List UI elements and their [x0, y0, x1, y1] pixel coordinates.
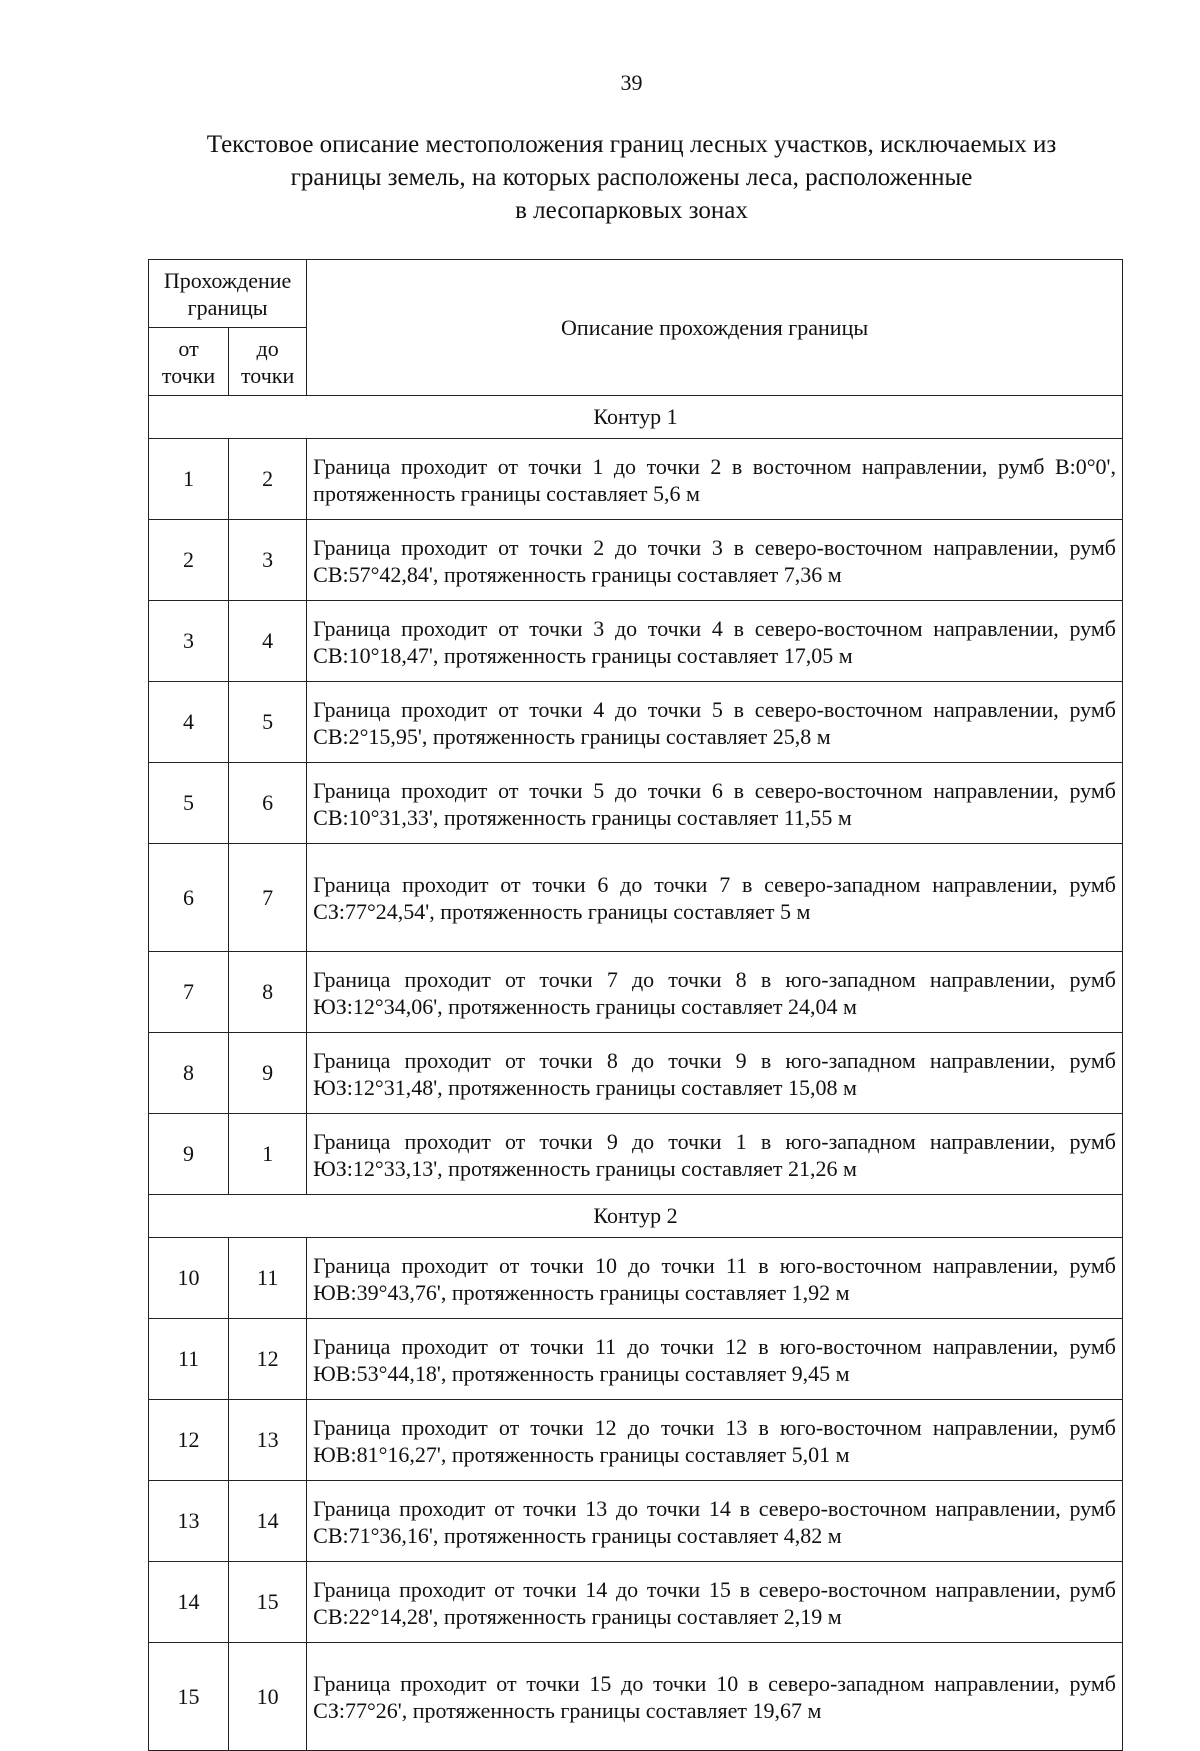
table-row — [149, 1238, 1123, 1319]
from-point-cell: 9 — [149, 1114, 229, 1195]
table-row — [149, 844, 1123, 952]
contour-row — [149, 396, 1123, 439]
table-row — [149, 1319, 1123, 1400]
description-cell: Граница проходит от точки 9 до точки 1 в юго-западном направлении, румб ЮЗ:12°33,13', протяженность границы составляет 21,26 м — [307, 1114, 1123, 1195]
title-line: Текстовое описание местоположения границ лесных участков, исключаемых из — [206, 131, 1057, 158]
description-cell: Граница проходит от точки 7 до точки 8 в юго-западном направлении, румб ЮЗ:12°34,06', протяженность границы составляет 24,04 м — [307, 952, 1123, 1033]
table-row — [149, 1400, 1123, 1481]
description-cell: Граница проходит от точки 14 до точки 15 в северо-восточном направлении, румб СВ:22°14,28', протяженность границы составляет 2,19 м — [307, 1562, 1123, 1643]
to-point-cell: 8 — [229, 952, 307, 1033]
from-point-cell: 5 — [149, 763, 229, 844]
from-point-cell: 6 — [149, 844, 229, 952]
from-point-cell: 12 — [149, 1400, 229, 1481]
description-cell: Граница проходит от точки 13 до точки 14 в северо-восточном направлении, румб СВ:71°36,16', протяженность границы составляет 4,82 м — [307, 1481, 1123, 1562]
from-point-cell: 10 — [149, 1238, 229, 1319]
description-cell: Граница проходит от точки 6 до точки 7 в северо-западном направлении, румб СЗ:77°24,54', протяженность границы составляет 5 м — [307, 844, 1123, 952]
to-point-cell: 1 — [229, 1114, 307, 1195]
from-point-cell: 2 — [149, 520, 229, 601]
page-number: 39 — [620, 70, 643, 95]
description-cell: Граница проходит от точки 2 до точки 3 в северо-восточном направлении, румб СВ:57°42,84', протяженность границы составляет 7,36 м — [307, 520, 1123, 601]
boundary-table — [148, 259, 1123, 1751]
from-point-cell: 4 — [149, 682, 229, 763]
from-point-cell: 3 — [149, 601, 229, 682]
from-point-cell: 13 — [149, 1481, 229, 1562]
table-row — [149, 1562, 1123, 1643]
description-cell: Граница проходит от точки 3 до точки 4 в северо-восточном направлении, румб СВ:10°18,47', протяженность границы составляет 17,05 м — [307, 601, 1123, 682]
table-row — [149, 952, 1123, 1033]
contour-label: Контур 1 — [149, 396, 1123, 439]
from-point-cell: 7 — [149, 952, 229, 1033]
table-row — [149, 1481, 1123, 1562]
to-point-cell: 14 — [229, 1481, 307, 1562]
to-point-cell: 13 — [229, 1400, 307, 1481]
table-row — [149, 520, 1123, 601]
table-row — [149, 763, 1123, 844]
contour-label: Контур 2 — [149, 1195, 1123, 1238]
title-line: границы земель, на которых расположены леса, расположенные — [290, 164, 973, 191]
to-point-cell: 2 — [229, 439, 307, 520]
table-row — [149, 1643, 1123, 1751]
table-row — [149, 601, 1123, 682]
to-point-cell: 5 — [229, 682, 307, 763]
table-row — [149, 439, 1123, 520]
description-cell: Граница проходит от точки 5 до точки 6 в северо-восточном направлении, румб СВ:10°31,33', протяженность границы составляет 11,55 м — [307, 763, 1123, 844]
description-cell: Граница проходит от точки 4 до точки 5 в северо-восточном направлении, румб СВ:2°15,95', протяженность границы составляет 25,8 м — [307, 682, 1123, 763]
to-point-cell: 15 — [229, 1562, 307, 1643]
header-to-point: до точки — [229, 328, 307, 396]
to-point-cell: 7 — [229, 844, 307, 952]
boundary-table-body — [149, 260, 1123, 1751]
from-point-cell: 15 — [149, 1643, 229, 1751]
description-cell: Граница проходит от точки 12 до точки 13 в юго-восточном направлении, румб ЮВ:81°16,27', протяженность границы составляет 5,01 м — [307, 1400, 1123, 1481]
title-line: в лесопарковых зонах — [515, 197, 748, 224]
from-point-cell: 8 — [149, 1033, 229, 1114]
document-title — [140, 128, 1123, 227]
description-cell: Граница проходит от точки 15 до точки 10 в северо-западном направлении, румб СЗ:77°26', протяженность границы составляет 19,67 м — [307, 1643, 1123, 1751]
to-point-cell: 11 — [229, 1238, 307, 1319]
table-header-row — [149, 260, 1123, 328]
to-point-cell: 3 — [229, 520, 307, 601]
description-cell: Граница проходит от точки 10 до точки 11 в юго-восточном направлении, румб ЮВ:39°43,76', протяженность границы составляет 1,92 м — [307, 1238, 1123, 1319]
from-point-cell: 14 — [149, 1562, 229, 1643]
header-from-point: от точки — [149, 328, 229, 396]
to-point-cell: 10 — [229, 1643, 307, 1751]
table-row — [149, 1114, 1123, 1195]
from-point-cell: 11 — [149, 1319, 229, 1400]
contour-row — [149, 1195, 1123, 1238]
description-cell: Граница проходит от точки 11 до точки 12 в юго-восточном направлении, румб ЮВ:53°44,18', протяженность границы составляет 9,45 м — [307, 1319, 1123, 1400]
header-passage: Прохождение границы — [149, 260, 307, 328]
to-point-cell: 6 — [229, 763, 307, 844]
header-description: Описание прохождения границы — [307, 260, 1123, 396]
table-row — [149, 682, 1123, 763]
to-point-cell: 4 — [229, 601, 307, 682]
to-point-cell: 12 — [229, 1319, 307, 1400]
from-point-cell: 1 — [149, 439, 229, 520]
description-cell: Граница проходит от точки 8 до точки 9 в юго-западном направлении, румб ЮЗ:12°31,48', протяженность границы составляет 15,08 м — [307, 1033, 1123, 1114]
to-point-cell: 9 — [229, 1033, 307, 1114]
table-row — [149, 1033, 1123, 1114]
description-cell: Граница проходит от точки 1 до точки 2 в восточном направлении, румб В:0°0', протяженность границы составляет 5,6 м — [307, 439, 1123, 520]
